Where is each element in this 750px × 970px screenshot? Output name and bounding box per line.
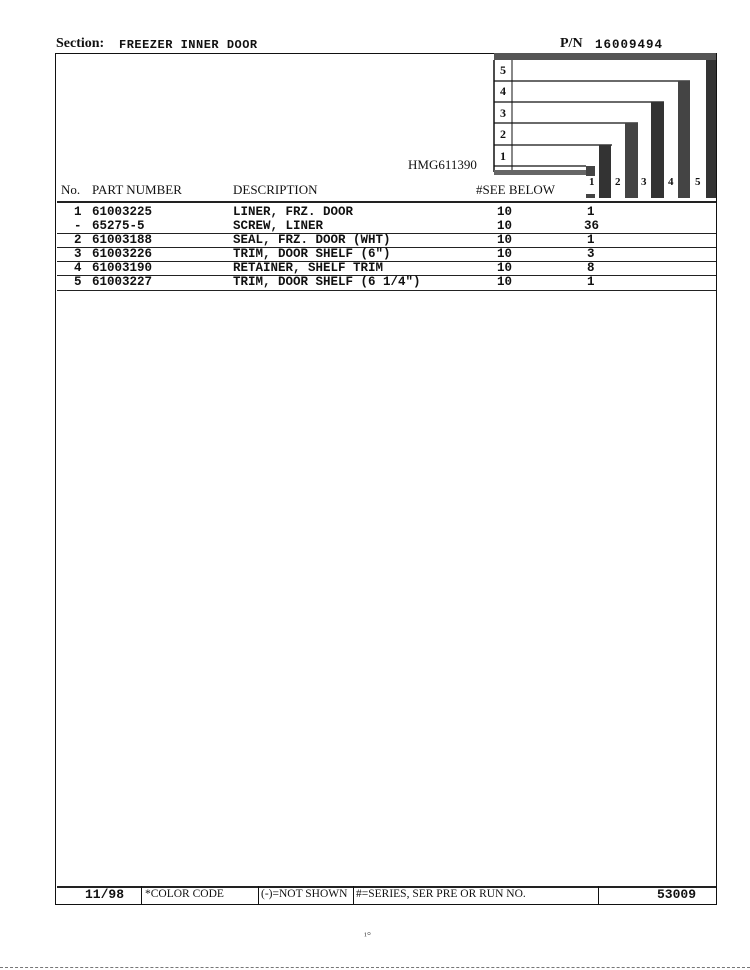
row-no: 2 <box>74 233 82 247</box>
stack-number: 2 <box>500 127 506 141</box>
part-number-value: 16009494 <box>595 38 664 52</box>
row-see-below: 10 <box>497 233 513 247</box>
row-part-number: 65275-5 <box>92 219 145 233</box>
row-no: 4 <box>74 261 82 275</box>
color-code-legend: *COLOR CODE <box>145 888 224 900</box>
table-row <box>0 247 750 261</box>
footer-separator <box>258 886 259 904</box>
stack-number: 3 <box>500 106 506 120</box>
row-part-number: 61003188 <box>92 233 153 247</box>
table-row <box>0 233 750 247</box>
footer-separator <box>353 886 354 904</box>
row-see-below: 10 <box>497 205 513 219</box>
series-diagram <box>0 0 750 210</box>
page-mark: ¹° <box>364 931 371 942</box>
revision-date: 11/98 <box>85 887 125 902</box>
part-number-label: P/N <box>560 36 583 51</box>
table-row <box>0 275 750 289</box>
row-part-number: 61003227 <box>92 275 153 289</box>
row-description: SEAL, FRZ. DOOR (WHT) <box>233 233 391 247</box>
series-number: 5 <box>695 176 701 188</box>
row-divider <box>57 290 716 291</box>
row-see-below: 10 <box>497 261 513 275</box>
row-part-number: 61003226 <box>92 247 153 261</box>
row-description: SCREW, LINER <box>233 219 324 233</box>
table-row <box>0 205 750 219</box>
column-header-see-below: #SEE BELOW <box>476 182 556 197</box>
stack-number: 4 <box>500 84 506 98</box>
row-description: RETAINER, SHELF TRIM <box>233 261 384 275</box>
row-part-number: 61003225 <box>92 205 153 219</box>
row-quantity: 3 <box>587 247 595 261</box>
stack-number: 5 <box>500 63 506 77</box>
document-number: 53009 <box>657 887 697 902</box>
bottom-edge-rule <box>0 967 750 969</box>
series-number: 1 <box>589 176 595 188</box>
row-no: 3 <box>74 247 82 261</box>
row-see-below: 10 <box>497 247 513 261</box>
row-quantity: 36 <box>584 219 600 233</box>
stack-number: 1 <box>500 149 506 163</box>
row-quantity: 1 <box>587 275 595 289</box>
section-label: Section: <box>56 36 105 51</box>
not-shown-legend: (-)=NOT SHOWN <box>261 888 348 900</box>
model-code: HMG611390 <box>408 157 477 172</box>
column-header-description: DESCRIPTION <box>233 182 318 197</box>
row-part-number: 61003190 <box>92 261 153 275</box>
table-row <box>0 261 750 275</box>
row-no: - <box>74 219 82 233</box>
section-title: FREEZER INNER DOOR <box>119 38 258 52</box>
footer-separator <box>598 886 599 904</box>
row-no: 5 <box>74 275 82 289</box>
row-see-below: 10 <box>497 275 513 289</box>
row-description: TRIM, DOOR SHELF (6") <box>233 247 391 261</box>
series-number: 4 <box>668 176 674 188</box>
row-quantity: 8 <box>587 261 595 275</box>
series-number: 3 <box>641 176 647 188</box>
column-header-no: No. <box>61 182 81 197</box>
row-no: 1 <box>74 205 82 219</box>
row-description: TRIM, DOOR SHELF (6 1/4") <box>233 275 421 289</box>
row-quantity: 1 <box>587 205 595 219</box>
row-description: LINER, FRZ. DOOR <box>233 205 354 219</box>
header-divider <box>57 201 716 203</box>
footer-separator <box>141 886 142 904</box>
series-number: 2 <box>615 176 621 188</box>
column-header-part-number: PART NUMBER <box>92 182 182 197</box>
row-quantity: 1 <box>587 233 595 247</box>
row-see-below: 10 <box>497 219 513 233</box>
table-row <box>0 219 750 233</box>
series-legend: #=SERIES, SER PRE OR RUN NO. <box>356 888 526 900</box>
